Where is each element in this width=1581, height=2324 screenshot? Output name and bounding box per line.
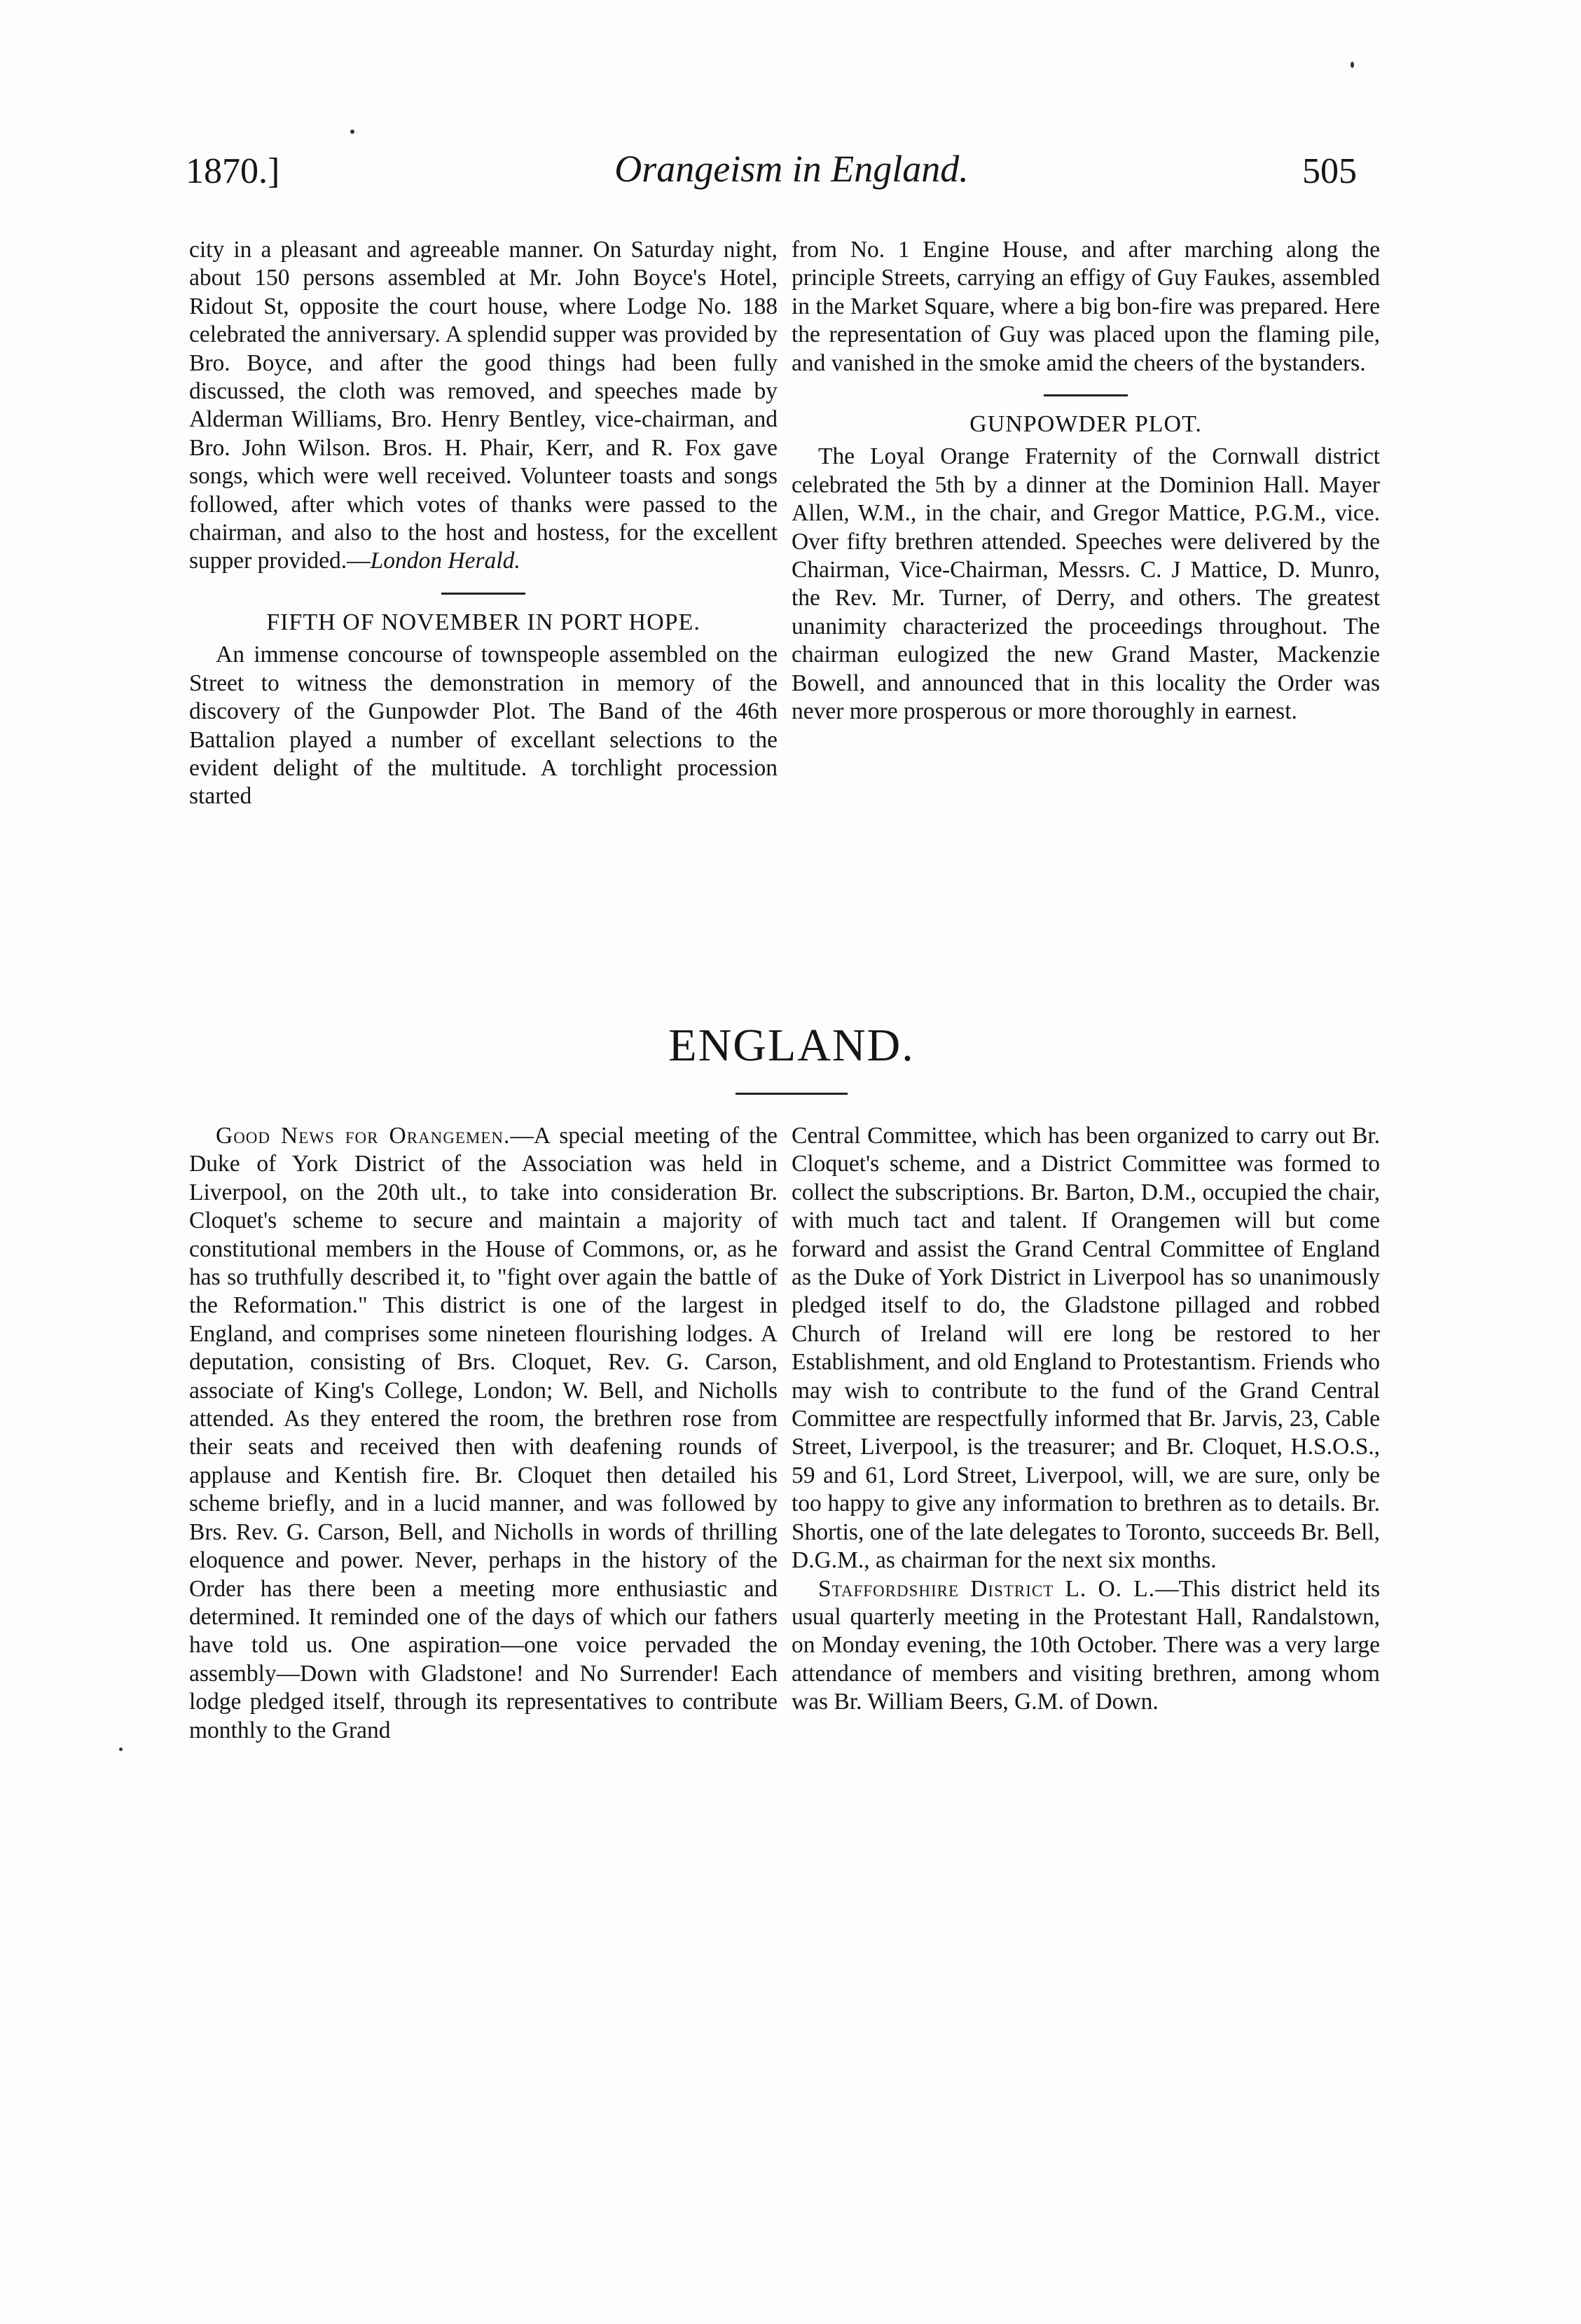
source-citation: London Herald. [370, 548, 520, 574]
print-speck [350, 130, 354, 134]
paragraph-text: city in a pleasant and agreeable manner. On Saturday night, about 150 persons assembled at Mr. John Boyce's Hotel, Ridout St, opposite the court house, where Lodge No. 188 celebrated the anniversary. A splendid supper was provided by Bro. Boyce, and after the good things had been fully discussed, the cloth was removed, and speeches made by Alderman Williams, Bro. Henry Bentley, vice-chairman, and Bro. John Wilson. Bros. H. Phair, Kerr, and R. Fox gave songs, which were well received. Volunteer toasts and songs followed, after which votes of thanks were passed to the chairman, and also to the host and hostess, for the excellent supper provided.— [189, 237, 778, 574]
paragraph-cornwall: The Loyal Orange Fraternity of the Cornwall district celebrated the 5th by a dinner at the Dominion Hall. Mayer Allen, W.M., in the chair, and Gregor Mattice, P.G.M., vice. Over fifty brethren attended. Speeches were delivered by the Chairman, Vice-Chairman, Messrs. C. J Mattice, D. Munro, the Rev. Mr. Turner, of Derry, and others. The greatest unanimity characterized the proceedings throughout. The chairman eulogized the new Grand Master, Mackenzie Bowell, and announced that in this locality the Order was never more prosperous or more thoroughly in earnest. [792, 443, 1380, 725]
section-title-port-hope: FIFTH OF NOVEMBER IN PORT HOPE. [266, 609, 700, 635]
column-top-left [189, 236, 778, 811]
paragraph-port-hope: An immense concourse of townspeople assembled on the Street to witness the demonstration in memory of the discovery of the Gunpowder Plot. The Band of the 46th Battalion played a number of excellant selections to the evident delight of the multitude. A torchlight procession started [189, 642, 778, 810]
print-speck [1351, 62, 1354, 68]
column-top-right [792, 236, 1380, 726]
page-number: 505 [1302, 151, 1357, 191]
paragraph-london-herald [189, 236, 778, 576]
paragraph-staffordshire [792, 1575, 1380, 1717]
section-title-gunpowder-plot: GUNPOWDER PLOT. [969, 411, 1202, 438]
header-year: 1870.] [186, 151, 280, 191]
paragraph-procession: from No. 1 Engine House, and after marching along the principle Streets, carrying an effigy of Guy Faukes, assembled in the Market Square, where a big bon-fire was prepared. Here the representation of Guy was placed upon the flaming pile, and vanished in the smoke amid the cheers of the bystanders. [792, 237, 1380, 376]
paragraph-lead: Good News for Orangemen. [216, 1123, 511, 1149]
heading-divider [736, 1093, 848, 1095]
paragraph-central-committee: Central Committee, which has been organized to carry out Br. Cloquet's scheme, and a District Committee was formed to collect the subscriptions. Br. Barton, D.M., occupied the chair, with much tact and talent. If Orangemen will but come forward and assist the Grand Central Committee of England as the Duke of York District in Liverpool has so unanimously pledged itself to do, the Gladstone pillaged and robbed Church of Ireland will ere long be restored to her Establishment, and old England to Protestantism. Friends who may wish to contribute to the fund of the Grand Central Committee are respectfully informed that Br. Jarvis, 23, Cable Street, Liverpool, is the treasurer; and Br. Cloquet, H.S.O.S., 59 and 61, Lord Street, Liverpool, will, we are sure, only be too happy to give any information to brethren as to details. Br. Shortis, one of the late delegates to Toronto, succeeds Br. Bell, D.G.M., as chairman for the next six months. [792, 1123, 1380, 1574]
column-bottom-left [189, 1122, 778, 1745]
column-bottom-right [792, 1122, 1380, 1717]
print-speck [119, 1748, 123, 1751]
section-divider [1044, 394, 1128, 396]
paragraph-text: —This district held its usual quarterly meeting in the Protestant Hall, Randalstown, on Monday evening, the 10th October. There was a very large attendance of members and visiting brethren, among whom was Br. William Beers, G.M. of Down. [792, 1575, 1380, 1715]
section-divider [441, 593, 525, 595]
paragraph-good-news [189, 1122, 778, 1745]
paragraph-lead: Staffordshire District L. O. L. [818, 1575, 1156, 1602]
paragraph-text: —A special meeting of the Duke of York District of the Association was held in Liverpool, on the 20th ult., to take into consideration Br. Cloquet's scheme to secure and maintain a majority of constitutional members in the House of Commons, or, as he has so truthfully described it, to "fight over again the battle of the Reformation." This district is one of the largest in England, and comprises some nineteen flourishing lodges. A deputation, consisting of Brs. Cloquet, Rev. G. Carson, associate of King's College, London; W. Bell, and Nicholls attended. As they entered the room, the brethren rose from their seats and received then with deafening rounds of applause and Kentish fire. Br. Cloquet then detailed his scheme briefly, and in a lucid manner, and was followed by Brs. Rev. G. Carson, Bell, and Nicholls in words of thrilling eloquence and power. Never, perhaps in the history of the Order has there been a meeting more enthusiastic and determined. It reminded one of the days of which our fathers have told us. One aspiration—one voice pervaded the assembly—Down with Gladstone! and No Surrender! Each lodge pledged itself, through its representatives to contribute monthly to the Grand [189, 1123, 778, 1743]
section-heading-england: ENGLAND. [668, 1020, 915, 1071]
running-title: Orangeism in England. [614, 148, 969, 190]
